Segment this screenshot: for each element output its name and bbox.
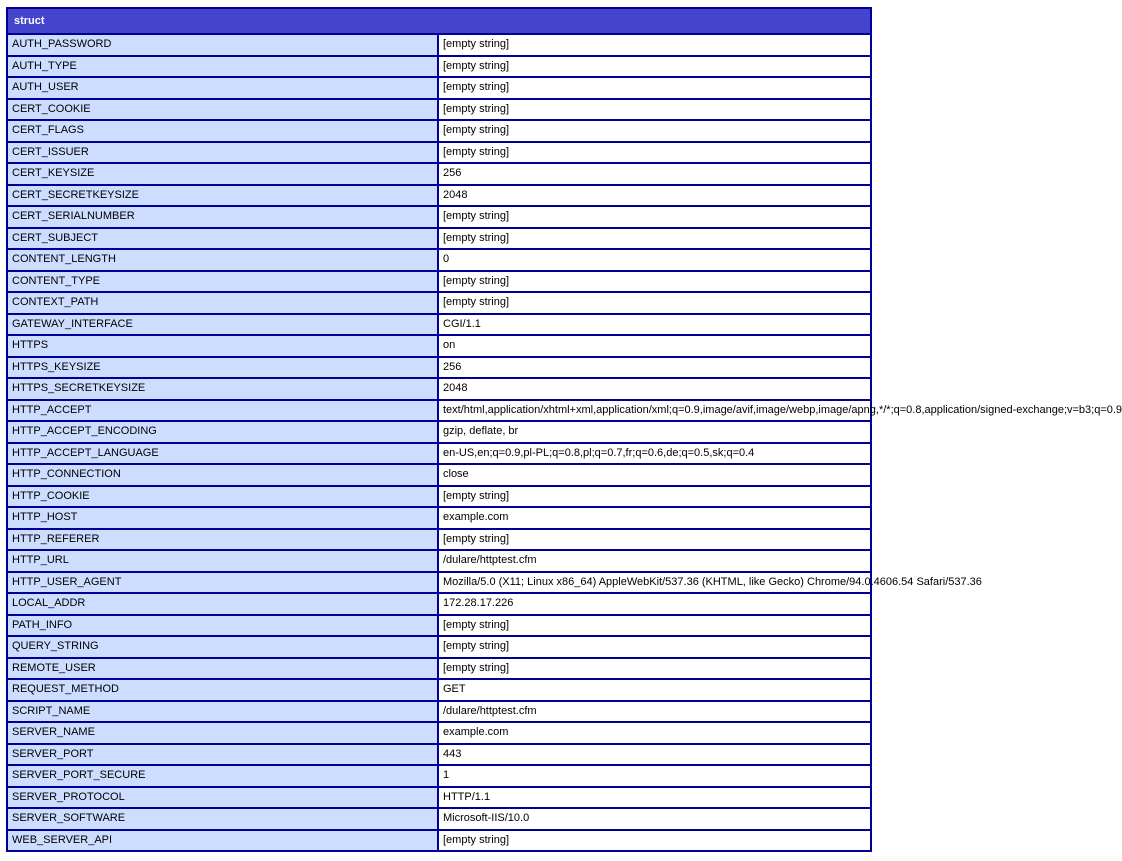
struct-dump xyxy=(6,7,1122,852)
row-key[interactable]: WEB_SERVER_API xyxy=(8,829,439,851)
row-key[interactable]: CONTENT_LENGTH xyxy=(8,248,439,270)
table-row xyxy=(8,485,870,507)
table-row xyxy=(8,334,870,356)
row-key[interactable]: HTTPS_SECRETKEYSIZE xyxy=(8,377,439,399)
table-row xyxy=(8,571,870,593)
table-row xyxy=(8,55,870,77)
row-key[interactable]: SERVER_PORT_SECURE xyxy=(8,764,439,786)
row-value: Microsoft-IIS/10.0 xyxy=(439,807,870,829)
row-value: [empty string] xyxy=(439,528,870,550)
row-key[interactable]: HTTP_ACCEPT xyxy=(8,399,439,421)
row-value: [empty string] xyxy=(439,635,870,657)
table-row xyxy=(8,657,870,679)
table-row xyxy=(8,184,870,206)
table-row xyxy=(8,442,870,464)
row-key[interactable]: HTTP_CONNECTION xyxy=(8,463,439,485)
row-value: 256 xyxy=(439,356,870,378)
table-row xyxy=(8,700,870,722)
table-row xyxy=(8,807,870,829)
row-key[interactable]: HTTP_COOKIE xyxy=(8,485,439,507)
row-value: 2048 xyxy=(439,184,870,206)
row-key[interactable]: SERVER_NAME xyxy=(8,721,439,743)
row-key[interactable]: GATEWAY_INTERFACE xyxy=(8,313,439,335)
row-key[interactable]: CERT_SECRETKEYSIZE xyxy=(8,184,439,206)
table-row xyxy=(8,614,870,636)
row-value: close xyxy=(439,463,870,485)
row-value: [empty string] xyxy=(439,119,870,141)
table-row xyxy=(8,119,870,141)
row-value: HTTP/1.1 xyxy=(439,786,870,808)
row-value: en-US,en;q=0.9,pl-PL;q=0.8,pl;q=0.7,fr;q=0.6,de;q=0.5,sk;q=0.4 xyxy=(439,442,870,464)
row-value: 443 xyxy=(439,743,870,765)
row-value: [empty string] xyxy=(439,76,870,98)
row-key[interactable]: AUTH_PASSWORD xyxy=(8,35,439,55)
row-key[interactable]: CERT_COOKIE xyxy=(8,98,439,120)
table-row xyxy=(8,463,870,485)
row-value: 0 xyxy=(439,248,870,270)
row-key[interactable]: AUTH_USER xyxy=(8,76,439,98)
row-key[interactable]: LOCAL_ADDR xyxy=(8,592,439,614)
table-row xyxy=(8,141,870,163)
table-row xyxy=(8,678,870,700)
row-key[interactable]: HTTP_ACCEPT_LANGUAGE xyxy=(8,442,439,464)
row-value: GET xyxy=(439,678,870,700)
table-row xyxy=(8,399,870,421)
row-key[interactable]: SERVER_SOFTWARE xyxy=(8,807,439,829)
dump-header-row xyxy=(8,9,870,35)
row-key[interactable]: HTTPS xyxy=(8,334,439,356)
row-value: [empty string] xyxy=(439,657,870,679)
row-key[interactable]: CERT_SUBJECT xyxy=(8,227,439,249)
row-value: on xyxy=(439,334,870,356)
row-value: 172.28.17.226 xyxy=(439,592,870,614)
row-value: CGI/1.1 xyxy=(439,313,870,335)
row-key[interactable]: CONTENT_TYPE xyxy=(8,270,439,292)
row-value: [empty string] xyxy=(439,227,870,249)
struct-dump-table xyxy=(6,7,1122,852)
row-key[interactable]: CERT_ISSUER xyxy=(8,141,439,163)
row-key[interactable]: HTTP_USER_AGENT xyxy=(8,571,439,593)
row-key[interactable]: CERT_KEYSIZE xyxy=(8,162,439,184)
table-row xyxy=(8,743,870,765)
row-value: text/html,application/xhtml+xml,application/xml;q=0.9,image/avif,image/webp,image/apng,*/*;q=0.8,application/signed-exchange;v=b3;q=0.9 xyxy=(439,399,870,421)
table-row xyxy=(8,592,870,614)
row-key[interactable]: SERVER_PORT xyxy=(8,743,439,765)
row-value: [empty string] xyxy=(439,35,870,55)
row-value: 2048 xyxy=(439,377,870,399)
table-row xyxy=(8,764,870,786)
row-key[interactable]: CONTEXT_PATH xyxy=(8,291,439,313)
table-row xyxy=(8,313,870,335)
row-value: [empty string] xyxy=(439,291,870,313)
row-value: [empty string] xyxy=(439,270,870,292)
table-row xyxy=(8,76,870,98)
row-key[interactable]: CERT_FLAGS xyxy=(8,119,439,141)
row-key[interactable]: HTTP_REFERER xyxy=(8,528,439,550)
row-value: [empty string] xyxy=(439,98,870,120)
row-value: example.com xyxy=(439,721,870,743)
table-row xyxy=(8,506,870,528)
row-key[interactable]: REQUEST_METHOD xyxy=(8,678,439,700)
table-row xyxy=(8,420,870,442)
table-row xyxy=(8,635,870,657)
row-value: [empty string] xyxy=(439,829,870,851)
row-value: [empty string] xyxy=(439,141,870,163)
row-key[interactable]: PATH_INFO xyxy=(8,614,439,636)
row-value: [empty string] xyxy=(439,614,870,636)
row-value: /dulare/httptest.cfm xyxy=(439,700,870,722)
table-row xyxy=(8,270,870,292)
table-row xyxy=(8,227,870,249)
table-row xyxy=(8,291,870,313)
row-key[interactable]: QUERY_STRING xyxy=(8,635,439,657)
table-row xyxy=(8,829,870,851)
table-row xyxy=(8,549,870,571)
row-value: [empty string] xyxy=(439,485,870,507)
table-row xyxy=(8,162,870,184)
row-key[interactable]: HTTP_HOST xyxy=(8,506,439,528)
row-value: [empty string] xyxy=(439,55,870,77)
row-key[interactable]: REMOTE_USER xyxy=(8,657,439,679)
row-key[interactable]: CERT_SERIALNUMBER xyxy=(8,205,439,227)
dump-rows xyxy=(8,35,1122,850)
table-row xyxy=(8,528,870,550)
row-value: [empty string] xyxy=(439,205,870,227)
table-row xyxy=(8,377,870,399)
row-key[interactable]: SCRIPT_NAME xyxy=(8,700,439,722)
table-row xyxy=(8,248,870,270)
table-row xyxy=(8,721,870,743)
row-key[interactable]: AUTH_TYPE xyxy=(8,55,439,77)
row-key[interactable]: HTTP_URL xyxy=(8,549,439,571)
table-row xyxy=(8,786,870,808)
table-row xyxy=(8,35,870,55)
row-value: Mozilla/5.0 (X11; Linux x86_64) AppleWebKit/537.36 (KHTML, like Gecko) Chrome/94.0.4606.54 Safari/537.36 xyxy=(439,571,870,593)
row-value: example.com xyxy=(439,506,870,528)
row-value: 256 xyxy=(439,162,870,184)
row-key[interactable]: SERVER_PROTOCOL xyxy=(8,786,439,808)
row-value: gzip, deflate, br xyxy=(439,420,870,442)
row-value: 1 xyxy=(439,764,870,786)
row-key[interactable]: HTTPS_KEYSIZE xyxy=(8,356,439,378)
row-value: /dulare/httptest.cfm xyxy=(439,549,870,571)
table-row xyxy=(8,205,870,227)
row-key[interactable]: HTTP_ACCEPT_ENCODING xyxy=(8,420,439,442)
dump-type-label[interactable]: struct xyxy=(8,9,870,35)
table-row xyxy=(8,98,870,120)
table-row xyxy=(8,356,870,378)
